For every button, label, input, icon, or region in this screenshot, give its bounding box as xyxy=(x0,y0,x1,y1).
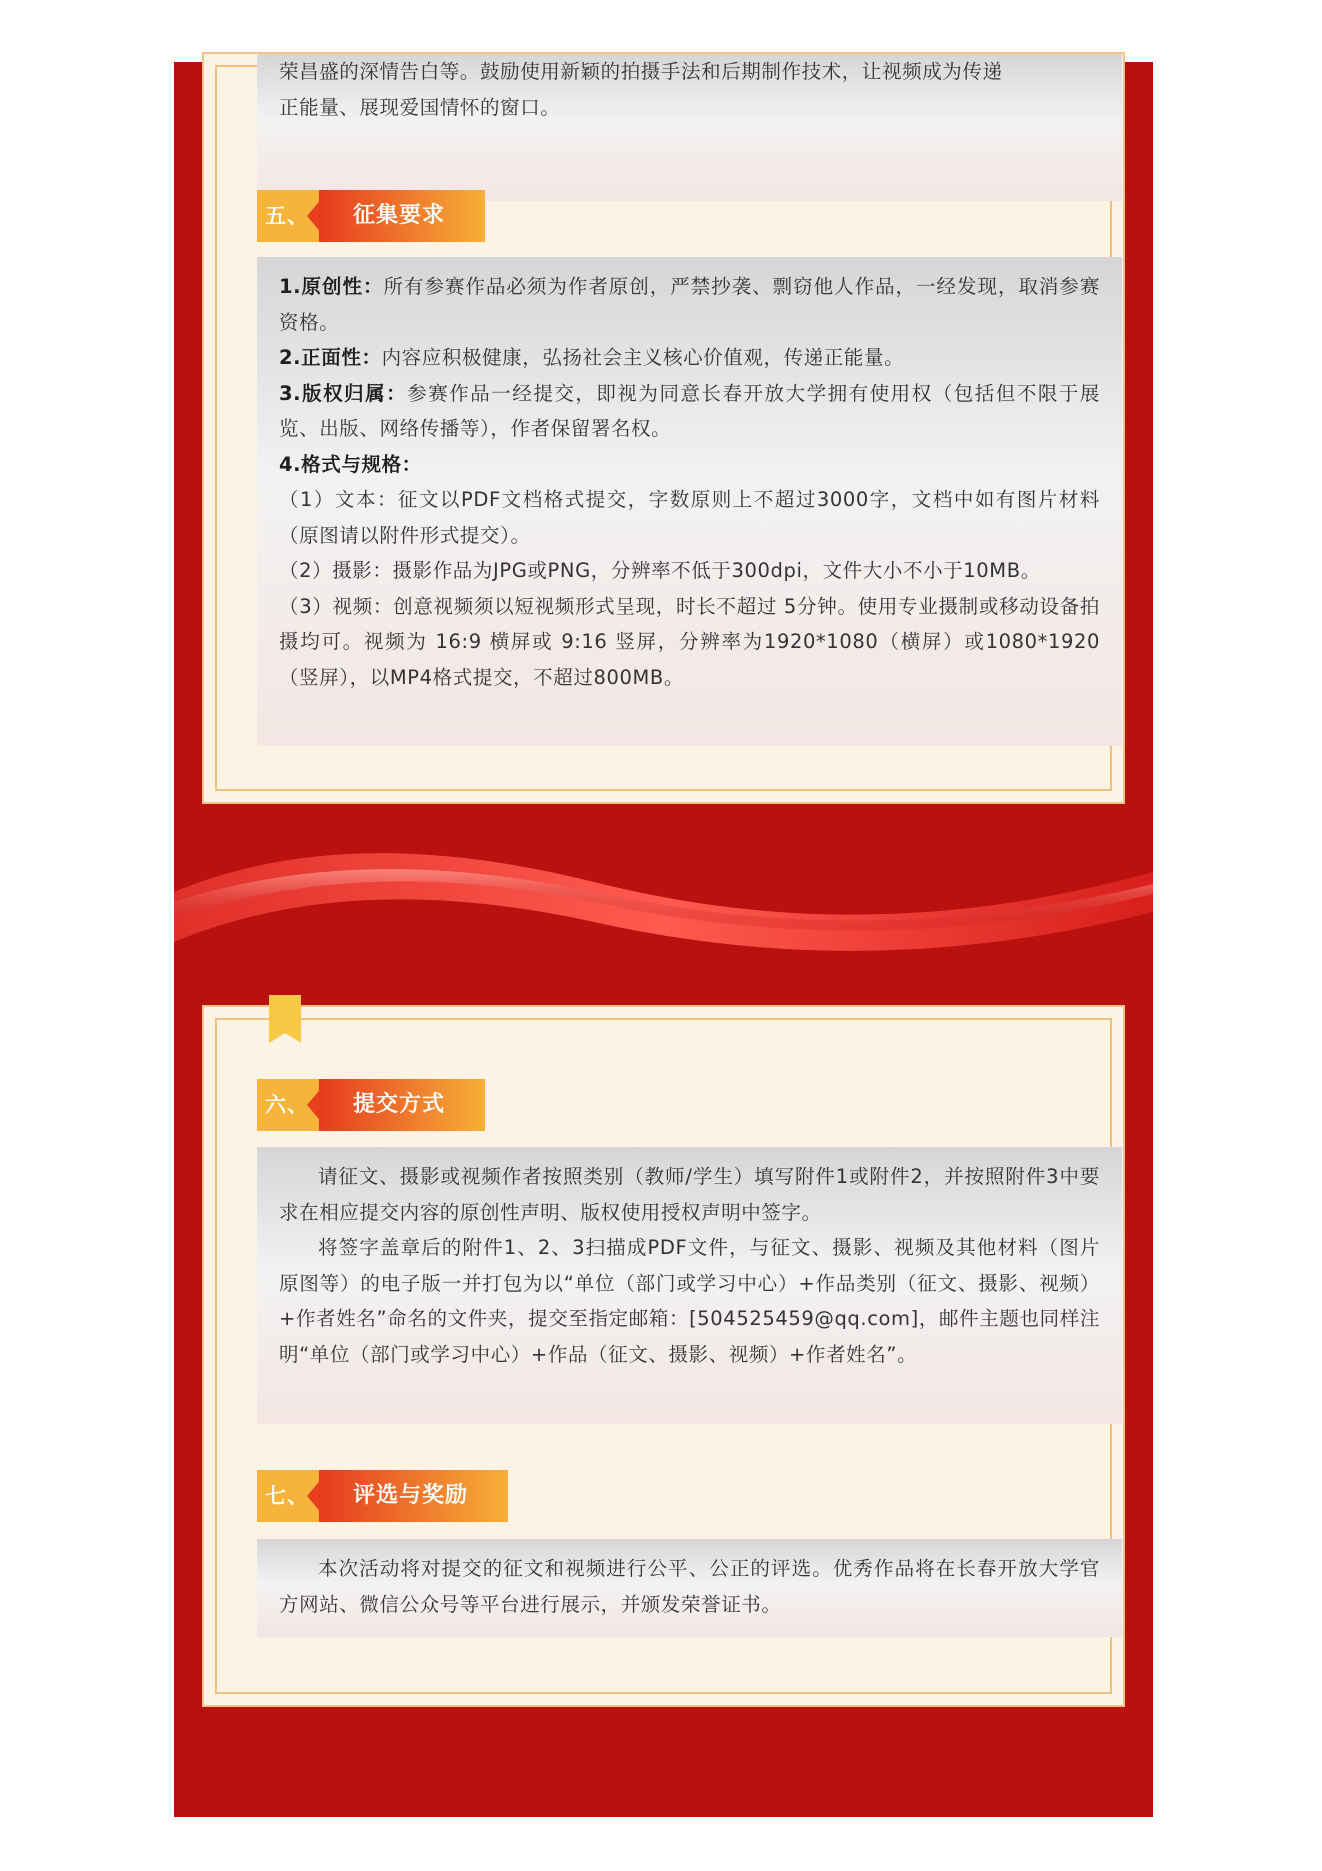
section4-line-1: 荣昌盛的深情告白等。鼓励使用新颖的拍摄手法和后期制作技术，让视频成为传递 xyxy=(279,60,1003,83)
silk-ribbon-decoration xyxy=(174,832,1153,972)
section5-title: 征集要求 xyxy=(319,190,485,242)
section7-box xyxy=(257,1539,1122,1637)
content-card-bottom xyxy=(202,1005,1125,1707)
section5-box xyxy=(257,257,1122,746)
section5-item-3: 3.版权归属：参赛作品一经提交，即视为同意长春开放大学拥有使用权（包括但不限于展览、出版、网络传播等），作者保留署名权。 xyxy=(279,381,1100,440)
section6-paragraph-2: 将签字盖章后的附件1、2、3扫描成PDF文件，与征文、摄影、视频及其他材料（图片原图等）的电子版一并打包为以“单位（部门或学习中心）+作品类别（征文、摄影、视频）+作者姓名”命名的文件夹，提交至指定邮箱：[504525459@qq.com]，邮件主题也同样注明“单位（部门或学习中心）+作品（征文、摄影、视频）+作者姓名”。 xyxy=(279,1236,1100,1366)
section7-paragraph-1: 本次活动将对提交的征文和视频进行公平、公正的评选。优秀作品将在长春开放大学官方网站、微信公众号等平台进行展示，并颁发荣誉证书。 xyxy=(279,1557,1100,1616)
section5-number: 五、 xyxy=(257,190,319,242)
section5-sub-item-1: （1）文本：征文以PDF文档格式提交，字数原则上不超过3000字，文档中如有图片材料（原图请以附件形式提交）。 xyxy=(279,488,1100,547)
bookmark-icon xyxy=(269,995,301,1043)
section7-title: 评选与奖励 xyxy=(319,1470,508,1522)
section5-sub-item-2: （2）摄影：摄影作品为JPG或PNG，分辨率不低于300dpi，文件大小不小于10MB。 xyxy=(279,559,1041,582)
section4-line-2: 正能量、展现爱国情怀的窗口。 xyxy=(279,95,561,119)
content-card-top xyxy=(202,52,1125,804)
section4-tail-box xyxy=(257,54,1122,201)
section6-box xyxy=(257,1147,1122,1424)
section6-paragraph-1: 请征文、摄影或视频作者按照类别（教师/学生）填写附件1或附件2，并按照附件3中要求在相应提交内容的原创性声明、版权使用授权声明中签字。 xyxy=(279,1165,1100,1224)
section5-sub-item-3: （3）视频：创意视频须以短视频形式呈现，时长不超过 5分钟。使用专业摄制或移动设备拍摄均可。视频为 16:9 横屏或 9:16 竖屏，分辨率为1920*1080（横屏）或1080*1920（竖屏），以MP4格式提交，不超过800MB。 xyxy=(279,594,1100,689)
section5-item-4: 4.格式与规格： xyxy=(279,452,422,476)
section6-number: 六、 xyxy=(257,1079,319,1131)
section5-item-1: 1.原创性：所有参赛作品必须为作者原创，严禁抄袭、剽窃他人作品，一经发现，取消参赛资格。 xyxy=(279,275,1100,334)
section5-item-2: 2.正面性：内容应积极健康，弘扬社会主义核心价值观，传递正能量。 xyxy=(279,346,905,369)
section6-title: 提交方式 xyxy=(319,1079,485,1131)
section7-number: 七、 xyxy=(257,1470,319,1522)
poster xyxy=(174,62,1153,1817)
